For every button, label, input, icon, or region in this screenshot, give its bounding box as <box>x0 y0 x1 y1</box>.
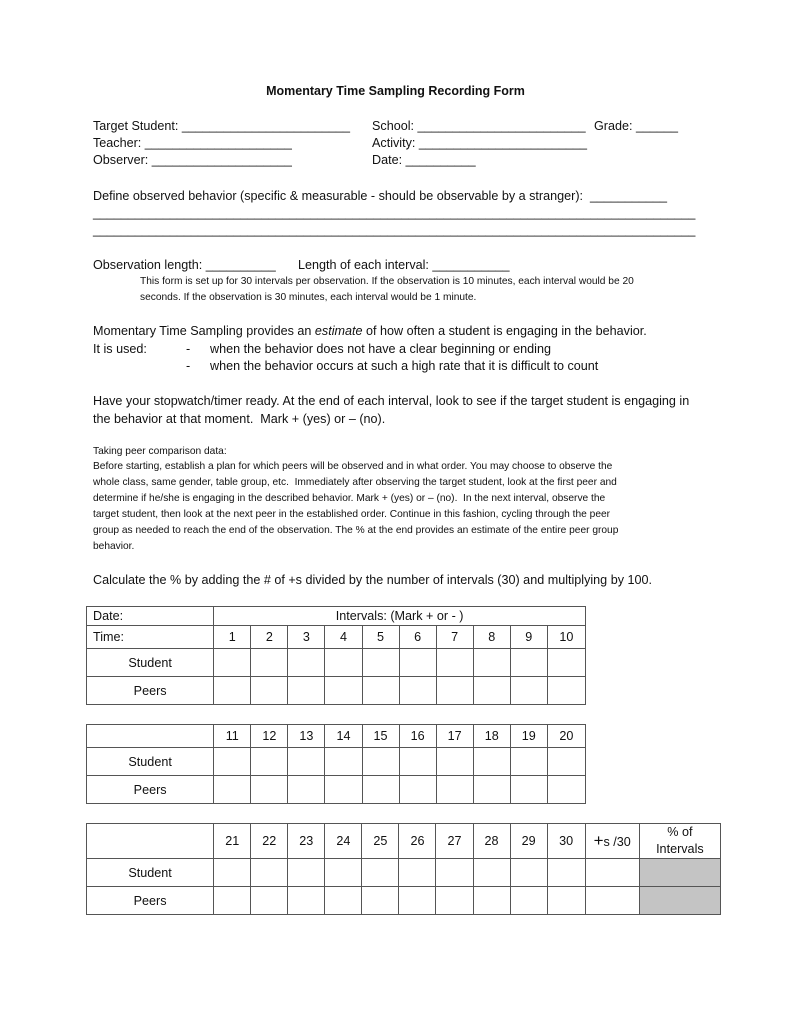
mark-cell[interactable] <box>362 859 399 887</box>
mark-cell[interactable] <box>473 887 510 915</box>
date-cell[interactable]: Date: <box>87 607 214 626</box>
mark-cell[interactable] <box>325 649 362 677</box>
interval-number: 27 <box>436 824 473 859</box>
page-title: Momentary Time Sampling Recording Form <box>266 84 525 98</box>
bullet-dash-1: - <box>186 342 191 356</box>
mark-cell[interactable] <box>399 677 436 705</box>
intervals-table-1 <box>86 606 586 705</box>
plus-count-cell[interactable] <box>585 859 639 887</box>
interval-number: 23 <box>288 824 325 859</box>
interval-note-line-1: This form is set up for 30 intervals per observation. If the observation is 10 minutes, each interval would be 20 <box>140 276 634 287</box>
blank-header-cell <box>87 824 214 859</box>
mark-cell[interactable] <box>214 748 251 776</box>
interval-number: 22 <box>251 824 288 859</box>
stopwatch-instruction-line-1: Have your stopwatch/timer ready. At the end of each interval, look to see if the target student is engaging in <box>93 394 690 408</box>
mark-cell[interactable] <box>399 776 436 804</box>
time-cell[interactable]: Time: <box>87 626 214 649</box>
mark-cell[interactable] <box>473 677 510 705</box>
interval-number: 26 <box>399 824 436 859</box>
interval-number: 25 <box>362 824 399 859</box>
interval-number: 1 <box>214 626 251 649</box>
mark-cell[interactable] <box>362 649 399 677</box>
percent-header-line-1: % of <box>667 825 693 839</box>
interval-number: 12 <box>251 725 288 748</box>
mark-cell[interactable] <box>362 677 399 705</box>
mark-cell[interactable] <box>547 649 585 677</box>
student-row-label: Student <box>87 748 214 776</box>
mark-cell[interactable] <box>473 649 510 677</box>
interval-number: 15 <box>362 725 399 748</box>
peer-text-line: target student, then look at the next peer in the established order. Continue in this fashion, cycling through the peer <box>93 509 611 520</box>
interval-number: 4 <box>325 626 362 649</box>
mark-cell[interactable] <box>325 887 362 915</box>
student-row-label: Student <box>87 649 214 677</box>
student-row-label: Student <box>87 859 214 887</box>
percent-cell-shaded[interactable] <box>639 887 720 915</box>
mark-cell[interactable] <box>214 887 251 915</box>
mark-cell[interactable] <box>436 649 473 677</box>
plus-count-cell[interactable] <box>585 887 639 915</box>
mark-cell[interactable] <box>214 859 251 887</box>
mark-cell[interactable] <box>288 859 325 887</box>
observer-field[interactable]: Observer: ____________________ <box>93 153 292 167</box>
school-field[interactable]: School: ________________________ <box>372 119 586 133</box>
mark-cell[interactable] <box>251 859 288 887</box>
mark-cell[interactable] <box>251 748 288 776</box>
percent-cell-shaded[interactable] <box>639 859 720 887</box>
mark-cell[interactable] <box>214 677 251 705</box>
observation-length-field[interactable]: Observation length: __________ <box>93 258 276 272</box>
peer-heading: Taking peer comparison data: <box>93 446 227 457</box>
interval-number: 6 <box>399 626 436 649</box>
mark-cell[interactable] <box>436 677 473 705</box>
mark-cell[interactable] <box>510 677 547 705</box>
interval-number: 18 <box>473 725 510 748</box>
mark-cell[interactable] <box>436 859 473 887</box>
peer-text-line: Before starting, establish a plan for which peers will be observed and in what order. You may choose to observe the <box>93 461 613 472</box>
plus-symbol: + <box>593 831 604 850</box>
usage-bullet-1: when the behavior does not have a clear beginning or ending <box>210 342 551 356</box>
mark-cell[interactable] <box>325 859 362 887</box>
mark-cell[interactable] <box>510 859 547 887</box>
interval-number: 5 <box>362 626 399 649</box>
mark-cell[interactable] <box>399 887 436 915</box>
teacher-field[interactable]: Teacher: _____________________ <box>93 136 292 150</box>
interval-number: 13 <box>288 725 325 748</box>
calculation-instruction: Calculate the % by adding the # of +s divided by the number of intervals (30) and multiplying by 100. <box>93 573 653 587</box>
mark-cell[interactable] <box>214 776 251 804</box>
interval-number: 19 <box>510 725 547 748</box>
mark-cell[interactable] <box>214 649 251 677</box>
mark-cell[interactable] <box>399 859 436 887</box>
mark-cell[interactable] <box>510 776 547 804</box>
interval-number: 11 <box>214 725 251 748</box>
mark-cell[interactable] <box>547 887 585 915</box>
interval-number: 16 <box>399 725 436 748</box>
interval-number: 29 <box>510 824 547 859</box>
mark-cell[interactable] <box>399 649 436 677</box>
mark-cell[interactable] <box>547 748 585 776</box>
grade-field[interactable]: Grade: ______ <box>594 119 679 133</box>
interval-number: 10 <box>547 626 585 649</box>
interval-number: 20 <box>547 725 585 748</box>
mark-cell[interactable] <box>251 887 288 915</box>
date-field[interactable]: Date: __________ <box>372 153 476 167</box>
peer-text-line: group as needed to reach the end of the observation. The % at the end provides an estimate of the entire peer group <box>93 525 619 536</box>
usage-bullet-2: when the behavior occurs at such a high rate that it is difficult to count <box>210 359 599 373</box>
mark-cell[interactable] <box>251 776 288 804</box>
interval-number: 8 <box>473 626 510 649</box>
mark-cell[interactable] <box>325 776 362 804</box>
interval-number: 14 <box>325 725 362 748</box>
mark-cell[interactable] <box>288 776 325 804</box>
intervals-table-2 <box>86 724 586 804</box>
mark-cell[interactable] <box>473 859 510 887</box>
interval-number: 17 <box>436 725 473 748</box>
peers-row-label: Peers <box>87 677 214 705</box>
mark-cell[interactable] <box>325 748 362 776</box>
mark-cell[interactable] <box>510 649 547 677</box>
mark-cell[interactable] <box>436 748 473 776</box>
mark-cell[interactable] <box>510 748 547 776</box>
intervals-table-3 <box>86 823 721 915</box>
peer-text-line: determine if he/she is engaging in the described behavior. Mark + (yes) or – (no). In the next interval, observe the <box>93 493 606 504</box>
bullet-dash-2: - <box>186 359 191 373</box>
peer-text-line: whole class, same gender, table group, etc. Immediately after observing the target student, look at the first peer and <box>93 477 617 488</box>
blank-header-cell <box>87 725 214 748</box>
used-label: It is used: <box>93 342 147 356</box>
interval-number: 9 <box>510 626 547 649</box>
intervals-header: Intervals: (Mark + or - ) <box>214 607 586 626</box>
define-behavior-line-2[interactable]: ______________________________________________________________________________________ <box>93 223 696 237</box>
mts-description: Momentary Time Sampling provides an estimate of how often a student is engaging in the behavior. <box>93 324 647 338</box>
interval-number: 30 <box>547 824 585 859</box>
peers-row-label: Peers <box>87 776 214 804</box>
plus-count-header <box>585 824 639 859</box>
interval-number: 28 <box>473 824 510 859</box>
mark-cell[interactable] <box>288 649 325 677</box>
mark-cell[interactable] <box>288 677 325 705</box>
interval-number: 7 <box>436 626 473 649</box>
plus-count-suffix: s /30 <box>603 835 631 849</box>
mark-cell[interactable] <box>362 887 399 915</box>
mark-cell[interactable] <box>288 748 325 776</box>
mark-cell[interactable] <box>510 887 547 915</box>
mark-cell[interactable] <box>251 649 288 677</box>
interval-number: 3 <box>288 626 325 649</box>
interval-number: 24 <box>325 824 362 859</box>
mark-cell[interactable] <box>362 748 399 776</box>
mark-cell[interactable] <box>547 776 585 804</box>
mark-cell[interactable] <box>399 748 436 776</box>
define-behavior-line-1[interactable]: ______________________________________________________________________________________ <box>93 206 696 220</box>
activity-field[interactable]: Activity: ________________________ <box>372 136 587 150</box>
mark-cell[interactable] <box>547 859 585 887</box>
peer-text-line: behavior. <box>93 541 135 552</box>
interval-number: 2 <box>251 626 288 649</box>
target-student-field[interactable]: Target Student: ________________________ <box>93 119 351 133</box>
define-behavior-field[interactable]: Define observed behavior (specific & measurable - should be observable by a stranger): ___________ <box>93 189 668 203</box>
stopwatch-instruction-line-2: the behavior at that moment. Mark + (yes) or – (no). <box>93 412 386 426</box>
interval-note-line-2: seconds. If the observation is 30 minutes, each interval would be 1 minute. <box>140 292 477 303</box>
mark-cell[interactable] <box>436 776 473 804</box>
mark-cell[interactable] <box>473 776 510 804</box>
mark-cell[interactable] <box>473 748 510 776</box>
mark-cell[interactable] <box>251 677 288 705</box>
percent-header-line-2: Intervals <box>656 842 704 856</box>
peers-row-label: Peers <box>87 887 214 915</box>
mark-cell[interactable] <box>362 776 399 804</box>
mark-cell[interactable] <box>288 887 325 915</box>
mark-cell[interactable] <box>436 887 473 915</box>
interval-length-field[interactable]: Length of each interval: ___________ <box>298 258 510 272</box>
percent-intervals-header <box>639 824 720 859</box>
mark-cell[interactable] <box>325 677 362 705</box>
mark-cell[interactable] <box>547 677 585 705</box>
interval-number: 21 <box>214 824 251 859</box>
